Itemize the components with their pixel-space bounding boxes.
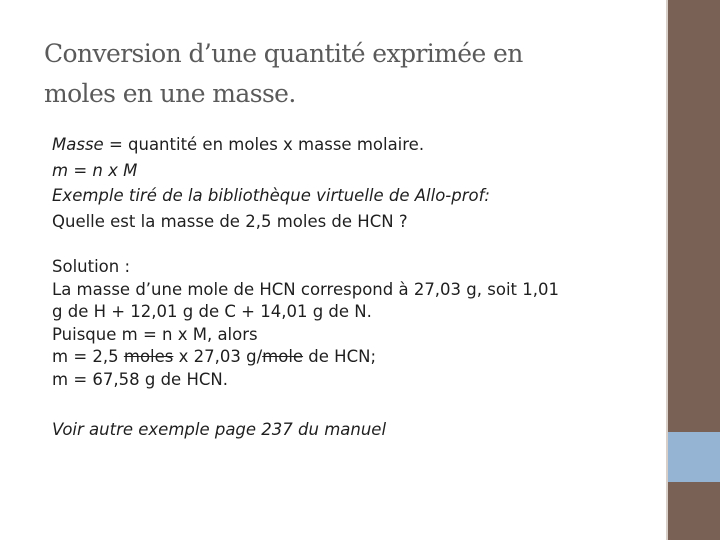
- solution-line-5: m = 67,58 g de HCN.: [52, 369, 228, 389]
- definition-line: [52, 132, 652, 158]
- solution-line-3: Puisque m = n x M, alors: [52, 324, 258, 344]
- solution-line-1: La masse d’une mole de HCN correspond à 27,03 g, soit 1,01: [52, 279, 559, 299]
- example-source: Exemple tiré de la bibliothèque virtuelle de Allo-prof:: [52, 186, 490, 205]
- solution-line-2: g de H + 12,01 g de C + 14,01 g de N.: [52, 302, 372, 321]
- calc-middle: x 27,03 g/: [173, 347, 263, 366]
- footer-note: Voir autre exemple page 237 du manuel: [52, 420, 387, 439]
- question-line: Quelle est la masse de 2,5 moles de HCN ?: [52, 211, 408, 231]
- rail-brown-top: [668, 0, 720, 432]
- solution-line-4: [52, 346, 652, 369]
- definition-term: Masse: [52, 135, 104, 154]
- rail-blue-accent: [668, 432, 720, 482]
- slide-body: [52, 132, 652, 442]
- slide-title: [44, 34, 644, 114]
- calc-prefix: m = 2,5: [52, 347, 124, 366]
- calc-suffix: de HCN;: [303, 347, 377, 366]
- formula-line: m = n x M: [52, 160, 138, 180]
- spacer: [52, 234, 652, 256]
- title-line-2: moles en une masse.: [44, 79, 296, 108]
- title-line-1: Conversion d’une quantité exprimée en: [44, 39, 523, 68]
- definition-text: = quantité en moles x masse molaire.: [103, 135, 425, 154]
- struck-unit-mole: mole: [262, 347, 304, 366]
- spacer: [52, 391, 652, 419]
- rail-brown-bottom: [668, 482, 720, 540]
- solution-heading: Solution :: [52, 257, 131, 276]
- struck-unit-moles: moles: [123, 347, 174, 366]
